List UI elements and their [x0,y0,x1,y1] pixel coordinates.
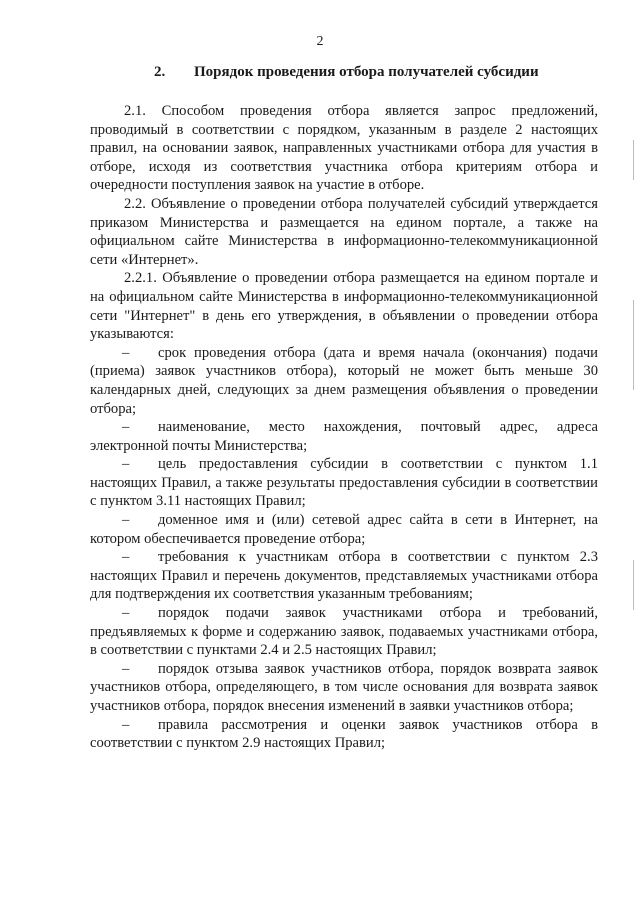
list-item-text: наименование, место нахождения, почтовый адрес, адреса электронной почты Министерства; [90,419,598,454]
list-item [90,511,598,548]
list-item-text: срок проведения отбора (дата и время начала (окончания) подачи (приема) заявок участников отбора), который не может быть меньше 30 календарных дней, следующих за днем размещения объявления о проведении отбора; [90,344,598,417]
dash-bullet: – [122,419,130,436]
list-item [90,548,598,604]
list-item-text: правила рассмотрения и оценки заявок участников отбора в соответствии с пунктом 2.9 настоящих Правил; [90,716,598,752]
list-item [90,455,598,511]
list-item-text: доменное имя и (или) сетевой адрес сайта в сети в Интернет, на котором обеспечивается проведение отбора; [90,512,598,547]
dash-bullet: – [122,344,130,361]
paragraph-2-2: 2.2. Объявление о проведении отбора получателей субсидий утверждается приказом Министерства и размещается на едином портале, а также на официальном сайте Министерства в информационно-телекоммуникационной сети «Интернет». [90,195,598,268]
list-item-text: порядок отзыва заявок участников отбора, порядок возврата заявок участников отбора, определяющего, в том числе основания для возврата заявок участников отбора, порядок внесения изменений в заявки участников отбора; [90,660,598,714]
scan-margin-mark [633,140,634,180]
dash-bullet: – [122,660,130,677]
dash-bullet: – [122,549,130,566]
section-heading [88,64,608,81]
dash-bullet: – [122,456,130,473]
list-item [90,660,598,716]
list-item-text: порядок подачи заявок участниками отбора и требований, предъявляемых к форме и содержанию заявок, подаваемых участниками отбора, в соответствии с пунктами 2.4 и 2.5 настоящих Правил; [90,605,598,659]
dash-bullet: – [122,512,130,529]
list-item-text: требования к участникам отбора в соответствии с пунктом 2.3 настоящих Правил и перечень документов, представляемых участниками отбора для подтверждения их соответствия указанным требованиям; [90,549,598,603]
list-item [90,604,598,660]
list-item [90,716,598,753]
list-item-text: цель предоставления субсидии в соответствии с пунктом 1.1 настоящих Правил, а также результаты предоставления субсидии в соответствии с пунктом 3.11 настоящих Правил; [90,456,598,510]
paragraph-2-2-1: 2.2.1. Объявление о проведении отбора размещается на едином портале и на официальном сайте Министерства в информационно-телекоммуникационной сети "Интернет" в день его утверждения, в объявлении о проведении отбора указываются: [90,270,598,343]
scan-margin-mark [633,300,634,390]
scan-margin-mark [633,560,634,610]
dash-bullet: – [122,716,130,733]
paragraph-2-1: 2.1. Способом проведения отбора является запрос предложений, проводимый в соответствии с порядком, указанным в разделе 2 настоящих правил, на основании заявок, направленных участниками отбора для участия в отборе, исходя из соответствия участника отбора критериям отбора и очередности поступления заявок на участие в отборе. [90,103,598,194]
dash-bullet: – [122,605,130,622]
list-item [90,344,598,418]
section-number: 2. [154,64,166,80]
document-body [90,102,598,753]
section-title: Порядок проведения отбора получателей субсидии [194,64,539,80]
page-number: 2 [316,34,324,49]
list-item [90,418,598,455]
